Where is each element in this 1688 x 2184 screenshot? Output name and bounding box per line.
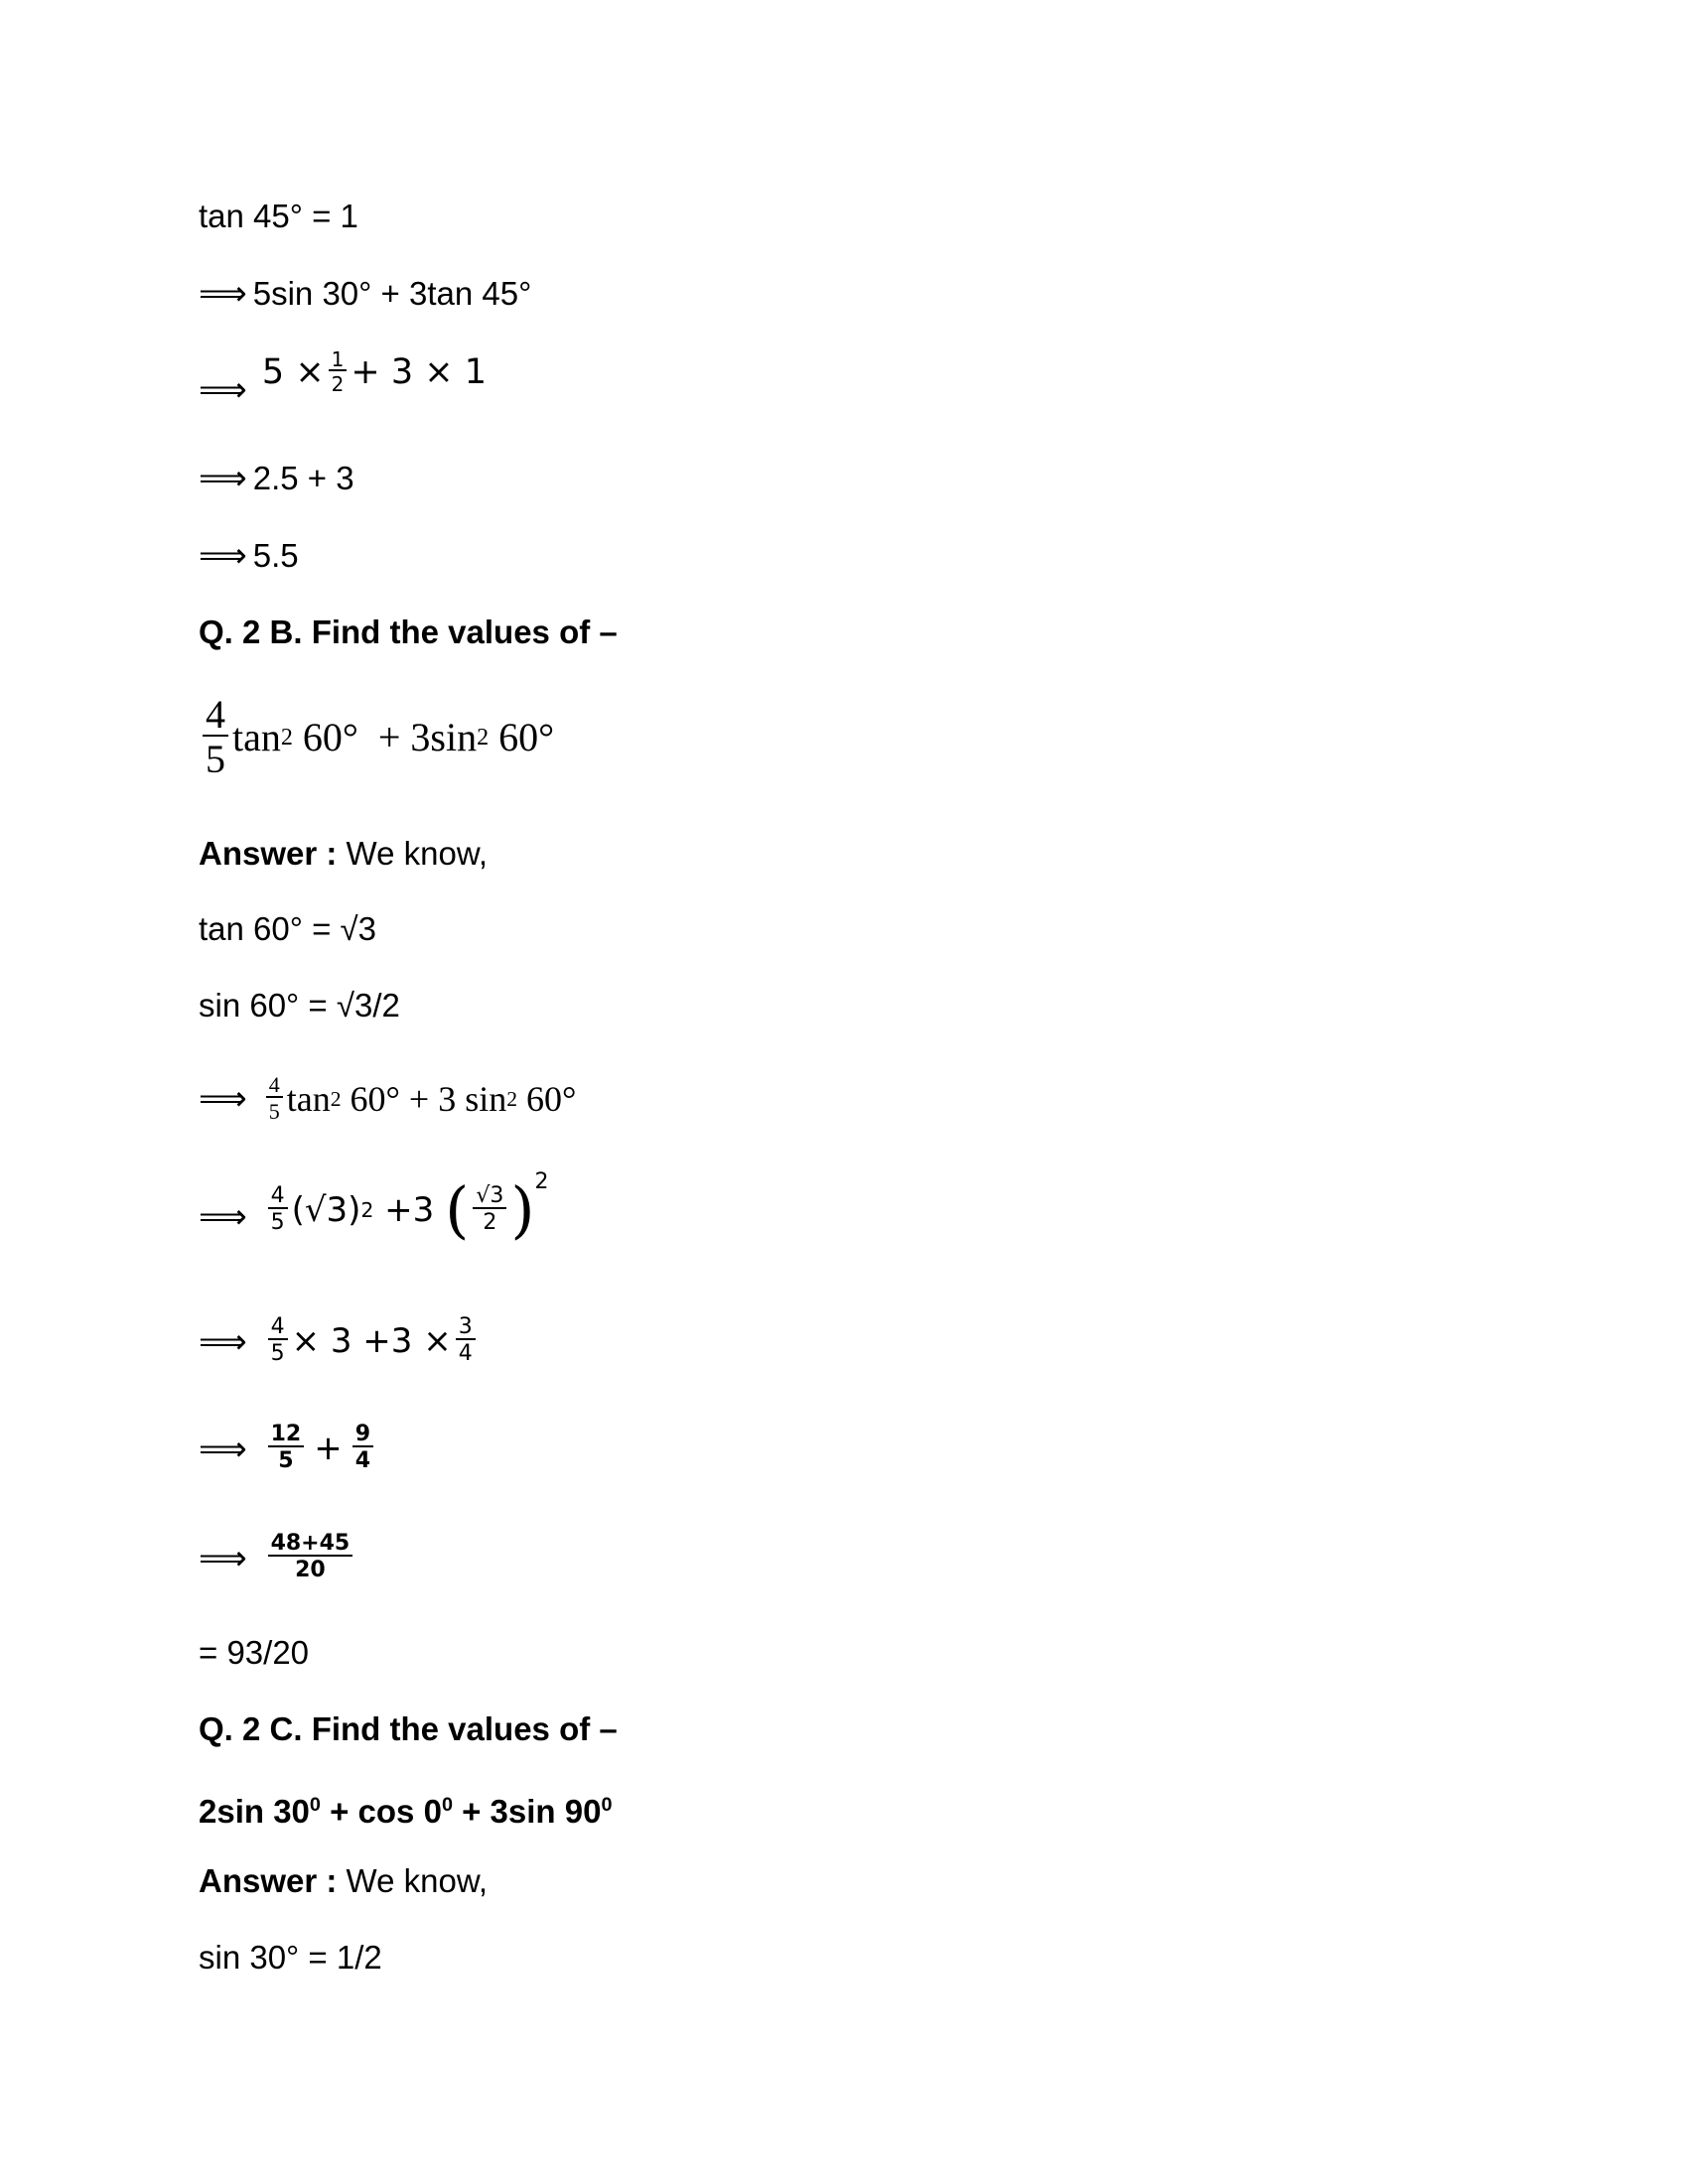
expr-part: + 3 × 1	[351, 351, 487, 392]
fraction	[329, 349, 348, 394]
implies-icon: ⟹	[199, 369, 247, 410]
fraction	[352, 1424, 373, 1472]
numerator: 12	[268, 1424, 305, 1447]
fraction	[456, 1316, 476, 1365]
expr-part: + cos 0	[320, 1793, 442, 1830]
denominator: 5	[270, 1341, 285, 1366]
expr-part: tan	[286, 1078, 331, 1119]
denominator: 5	[268, 1099, 280, 1124]
fraction	[268, 1185, 288, 1234]
expr-part: 2sin 30	[199, 1793, 310, 1830]
step-line	[199, 349, 487, 419]
fraction	[268, 1316, 288, 1365]
step-line	[199, 1060, 576, 1140]
expr-part: +3	[373, 1189, 446, 1230]
fraction	[203, 692, 228, 781]
implies-icon: ⟹	[199, 1197, 247, 1237]
implies-icon: ⟹	[199, 1539, 247, 1578]
question-expression	[199, 692, 555, 794]
numerator: 3	[456, 1316, 476, 1340]
numerator: 9	[352, 1424, 373, 1447]
numerator: 48+45	[268, 1533, 353, 1557]
expr-part: × 3 +3 ×	[291, 1320, 452, 1361]
expr-part: 5 ×	[261, 351, 325, 392]
step-text: 2.5 + 3	[252, 460, 354, 496]
step-line	[199, 1519, 356, 1594]
numerator: 4	[266, 1074, 283, 1098]
answer-line	[199, 834, 488, 874]
exponent: 2	[360, 1197, 374, 1222]
left-paren: (	[445, 1172, 470, 1246]
text-line: sin 60° = √3/2	[199, 987, 400, 1024]
denominator: 2	[331, 372, 345, 396]
expr-part: 60°	[489, 714, 555, 759]
expr-part: 60° + 3sin	[292, 714, 478, 759]
step-line	[199, 536, 299, 576]
exponent: 2	[534, 1168, 549, 1194]
exponent: 2	[330, 1086, 342, 1111]
denominator: 5	[270, 1210, 285, 1235]
denominator: 4	[354, 1448, 370, 1473]
math-expression	[264, 1424, 377, 1472]
text-line: sin 30° = 1/2	[199, 1939, 382, 1976]
answer-text: We know,	[346, 835, 489, 872]
expr-part: tan	[232, 714, 281, 759]
fraction	[268, 1424, 305, 1472]
denominator: 20	[295, 1558, 326, 1582]
fraction	[473, 1185, 506, 1234]
math-expression	[199, 692, 555, 781]
implies-icon: ⟹	[199, 459, 247, 498]
step-text: 5.5	[252, 537, 299, 574]
exponent: 2	[506, 1086, 518, 1111]
degree-superscript: 0	[601, 1794, 613, 1816]
implies-icon: ⟹	[199, 1430, 247, 1469]
denominator: 5	[278, 1448, 294, 1473]
expr-part: (√3)	[291, 1189, 361, 1230]
math-expression	[264, 1168, 549, 1246]
numerator: 4	[268, 1185, 288, 1209]
denominator: 5	[206, 737, 225, 781]
step-line	[199, 1168, 549, 1261]
answer-line	[199, 1861, 488, 1901]
exponent: 2	[280, 724, 293, 751]
numerator: 4	[203, 695, 228, 737]
expr-part: + 3sin 90	[452, 1793, 602, 1830]
question-heading: Q. 2 C. Find the values of –	[199, 1710, 618, 1747]
math-expression	[264, 1316, 480, 1365]
expr-part: 60° + 3 sin	[341, 1078, 507, 1119]
implies-icon: ⟹	[199, 536, 247, 576]
question-expression	[199, 1785, 612, 1832]
plus-sign: +	[314, 1428, 343, 1468]
text-line: tan 60° = √3	[199, 910, 377, 947]
numerator: 1	[329, 349, 348, 371]
expr-part: 60°	[517, 1078, 577, 1119]
answer-text: We know,	[346, 1862, 489, 1899]
answer-label: Answer :	[199, 835, 338, 872]
degree-superscript: 0	[309, 1794, 321, 1816]
implies-icon: ⟹	[199, 1322, 247, 1362]
fraction	[268, 1533, 353, 1581]
step-line	[199, 459, 354, 498]
answer-label: Answer :	[199, 1862, 338, 1899]
degree-superscript: 0	[441, 1794, 453, 1816]
text-line: tan 45° = 1	[199, 198, 358, 234]
implies-icon: ⟹	[199, 274, 247, 314]
question-heading: Q. 2 B. Find the values of –	[199, 614, 618, 650]
denominator: 4	[458, 1341, 473, 1366]
math-expression	[264, 1533, 357, 1581]
numerator: 4	[268, 1316, 288, 1340]
math-expression	[262, 349, 487, 394]
step-line	[199, 274, 531, 314]
step-line	[199, 1302, 480, 1378]
numerator: √3	[473, 1185, 506, 1209]
result-line: = 93/20	[199, 1634, 310, 1671]
exponent: 2	[477, 724, 490, 751]
step-text: 5sin 30° + 3tan 45°	[252, 275, 532, 312]
right-paren: )	[510, 1172, 535, 1246]
fraction	[266, 1074, 283, 1123]
implies-icon: ⟹	[199, 1079, 247, 1119]
math-expression	[262, 1074, 577, 1123]
denominator: 2	[483, 1210, 497, 1235]
step-line	[199, 1410, 377, 1485]
